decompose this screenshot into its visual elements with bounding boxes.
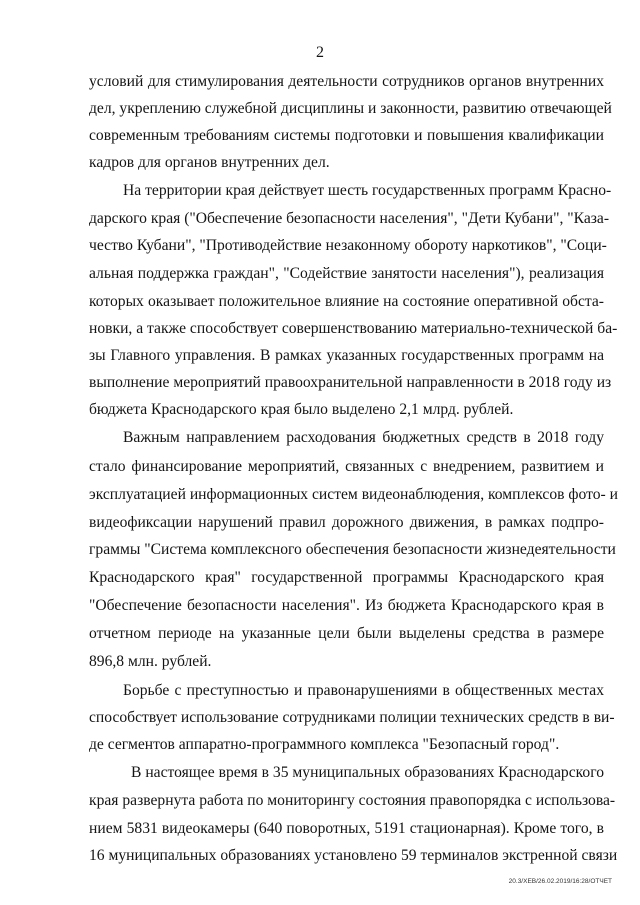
text-line: "Обеспечение безопасности населения". Из бюджета Краснодарского края в <box>89 597 604 614</box>
text-line: способствует использование сотрудниками полиции технических средств в ви- <box>89 709 615 726</box>
page-number: 2 <box>316 44 324 61</box>
text-line: дарского края ("Обеспечение безопасности населения", "Дети Кубани", "Каза- <box>89 210 610 227</box>
text-line: Важным направлением расходования бюджетных средств в 2018 году <box>123 429 604 446</box>
text-line: видеофиксации нарушений правил дорожного движения, в рамках подпро- <box>89 514 604 531</box>
text-line: 896,8 млн. рублей. <box>89 653 212 670</box>
text-line: условий для стимулирования деятельности сотрудников органов внутренних <box>89 73 604 90</box>
text-line: В настоящее время в 35 муниципальных образованиях Краснодарского <box>131 764 604 781</box>
text-line: стало финансирование мероприятий, связанных с внедрением, развитием и <box>89 458 604 475</box>
text-line: нием 5831 видеокамеры (640 поворотных, 5191 стационарная). Кроме того, в <box>89 820 604 837</box>
text-line: Краснодарского края" государственной программы Краснодарского края <box>89 569 604 586</box>
footer-stamp: 20.3/ХЕВ/26.02.2019/16:28/ОТЧЕТ <box>508 878 612 885</box>
text-line: которых оказывает положительное влияние на состояние оперативной обста- <box>89 293 604 310</box>
text-line: На территории края действует шесть государственных программ Красно- <box>123 182 612 199</box>
text-line: кадров для органов внутренних дел. <box>89 154 330 171</box>
text-line: выполнение мероприятий правоохранительной направленности в 2018 году из <box>89 374 612 391</box>
text-line: де сегментов аппаратно-программного комплекса "Безопасный город". <box>89 736 560 753</box>
text-line: отчетном периоде на указанные цели были выделены средства в размере <box>89 625 604 642</box>
text-line: новки, а также способствует совершенствованию материально-технической ба- <box>89 320 618 337</box>
text-line: современным требованиям системы подготовки и повышения квалификации <box>89 127 604 144</box>
text-line: края развернута работа по мониторингу состояния правопорядка с использова- <box>89 792 616 809</box>
text-line: Борьбе с преступностью и правонарушениями в общественных местах <box>123 682 604 699</box>
text-line: альная поддержка граждан", "Содействие занятости населения"), реализация <box>89 265 604 282</box>
text-line: дел, укреплению служебной дисциплины и законности, развитию отвечающей <box>89 100 612 117</box>
text-line: бюджета Краснодарского края было выделено 2,1 млрд. рублей. <box>89 401 514 418</box>
text-line: эксплуатацией информационных систем видеонаблюдения, комплексов фото- и <box>89 486 618 503</box>
text-line: 16 муниципальных образованиях установлено 59 терминалов экстренной связи <box>89 847 618 864</box>
text-line: граммы "Система комплексного обеспечения безопасности жизнедеятельности <box>89 541 616 558</box>
text-line: зы Главного управления. В рамках указанных государственных программ на <box>89 347 604 364</box>
text-line: чество Кубани", "Противодействие незаконному обороту наркотиков", "Соци- <box>89 237 607 254</box>
